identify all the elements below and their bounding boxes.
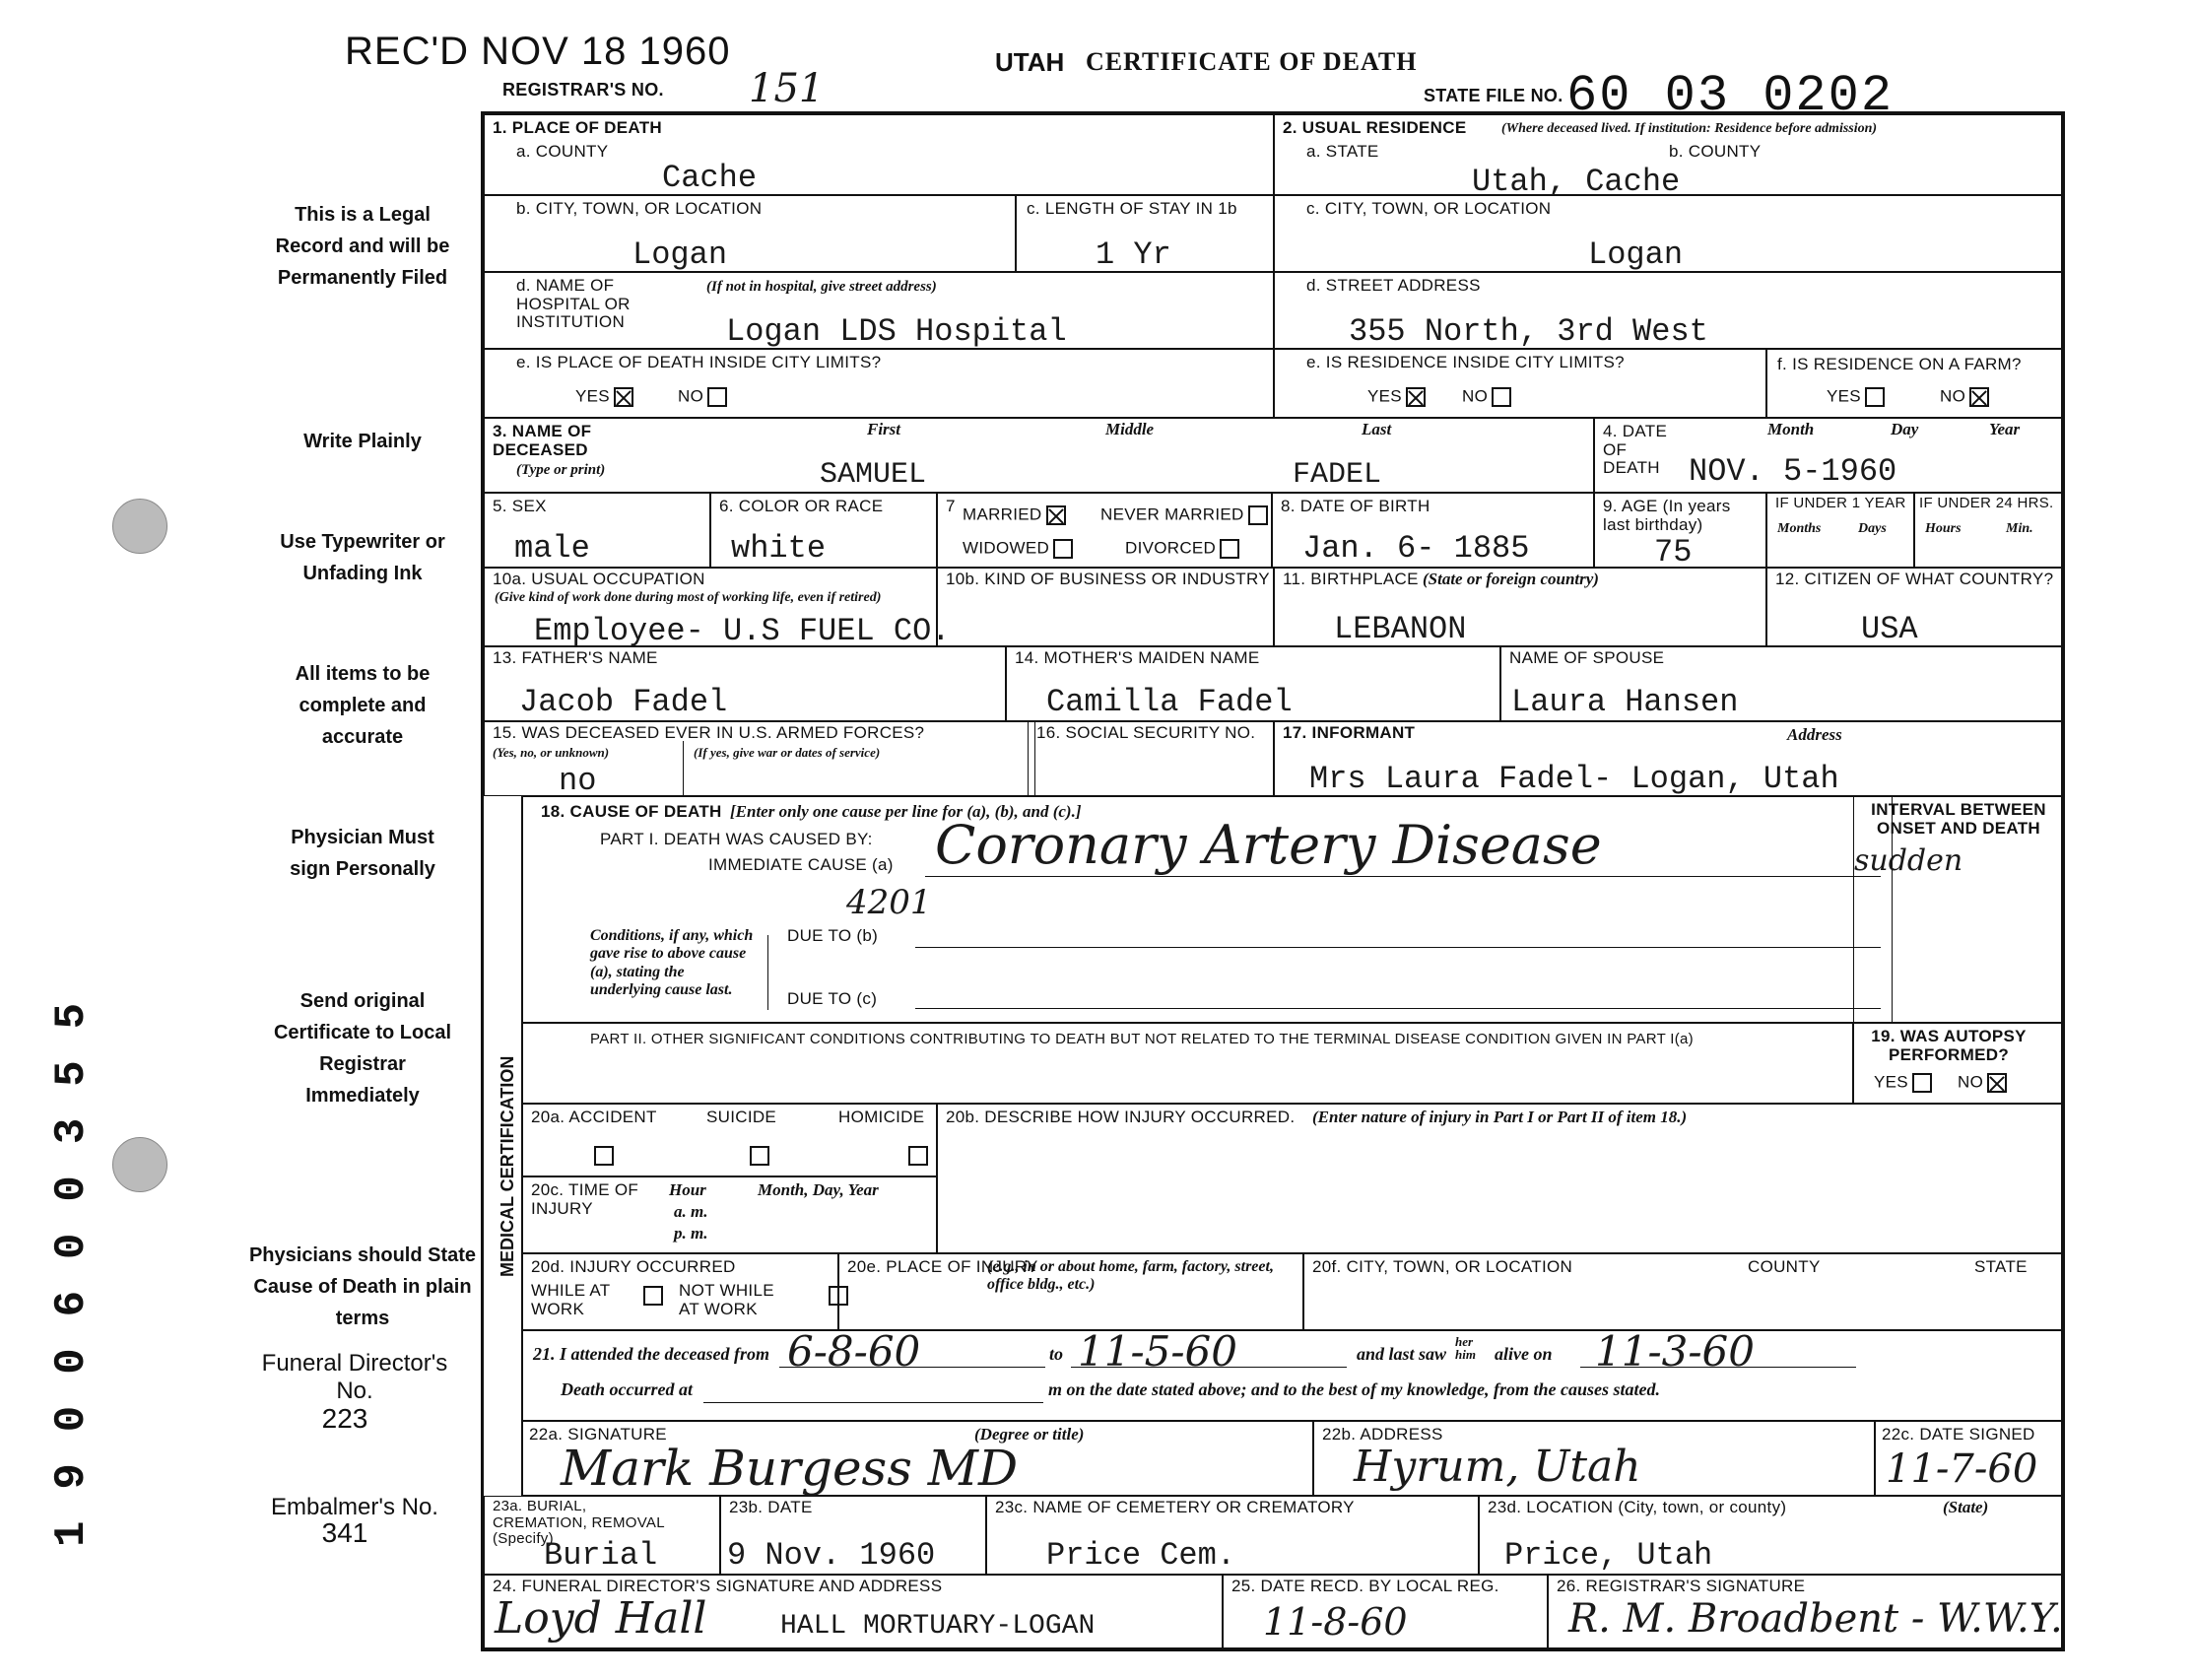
field-date-signed: 22c. DATE SIGNED 11-7-60 bbox=[1875, 1421, 2062, 1496]
field-cause-of-death: 18. CAUSE OF DEATH [Enter only one cause per line for (a), (b), and (c).] PART I. DEATH WAS CAUSED BY: IMMEDIATE CAUSE (a) Coronary Artery Disease 4201 Conditions, if any, which gave rise to above cause (a), stating the underlying cause last. DUE TO (b) DUE TO (c) bbox=[521, 796, 1893, 1023]
field-spouse: NAME OF SPOUSE Laura Hansen bbox=[1500, 646, 2062, 721]
widowed-checkbox[interactable] bbox=[1053, 539, 1073, 559]
embalmer-no: 341 bbox=[321, 1517, 368, 1548]
accident-checkbox[interactable] bbox=[594, 1146, 614, 1166]
immediate-cause-handwriting: Coronary Artery Disease bbox=[935, 814, 1602, 876]
sidebar-state-cause: Physicians should State Cause of Death in plain terms bbox=[248, 1244, 477, 1329]
field-interval: INTERVAL BETWEEN ONSET AND DEATH sudden bbox=[1853, 796, 2062, 1023]
field-citizen: 12. CITIZEN OF WHAT COUNTRY? USA bbox=[1766, 568, 2062, 646]
sidebar-complete: All items to be complete and accurate bbox=[295, 663, 431, 748]
residence-in-city-yes-checkbox[interactable] bbox=[1406, 387, 1426, 407]
homicide-checkbox[interactable] bbox=[908, 1146, 928, 1166]
state-file-no: 60 03 0202 bbox=[1566, 67, 1895, 125]
field-date-of-death: 4. DATE OF DEATH Month Day Year NOV. 5-1960 bbox=[1594, 418, 2062, 493]
registrars-no: 151 bbox=[749, 66, 825, 111]
residence-in-city-no-checkbox[interactable] bbox=[1492, 387, 1511, 407]
field-usual-residence: 2. USUAL RESIDENCE (Where deceased lived. If institution: Residence before admission) a. STATE b. COUNTY Utah, Cache bbox=[1274, 114, 2062, 195]
field-registrar-signature: 26. REGISTRAR'S SIGNATURE R. M. Broadbent - W.W.Y. bbox=[1548, 1575, 2062, 1648]
field-under-24-hrs: IF UNDER 24 HRS. Hours Min. bbox=[1914, 493, 2062, 568]
sidebar-typewriter: Use Typewriter or Unfading Ink bbox=[280, 531, 445, 584]
certificate-form bbox=[481, 111, 2065, 1651]
field-social-security: 16. SOCIAL SECURITY NO. bbox=[1028, 721, 1274, 796]
field-residence-city: c. CITY, TOWN, OR LOCATION Logan bbox=[1274, 195, 2062, 272]
field-physician-signature: 22a. SIGNATURE (Degree or title) Mark Burgess MD bbox=[521, 1421, 1313, 1496]
field-birthplace: 11. BIRTHPLACE (State or foreign country) LEBANON bbox=[1274, 568, 1766, 646]
field-residence-farm: f. IS RESIDENCE ON A FARM? YES NO bbox=[1766, 349, 2062, 418]
field-time-of-injury: 20c. TIME OF INJURY Hour a. m. p. m. Month, Day, Year bbox=[521, 1176, 937, 1253]
embalmer-label: Embalmer's No. bbox=[271, 1494, 438, 1520]
field-part-ii: PART II. OTHER SIGNIFICANT CONDITIONS CONTRIBUTING TO DEATH BUT NOT RELATED TO THE TERMINAL DISEASE CONDITION GIVEN IN PART I(a) bbox=[521, 1023, 1853, 1104]
suicide-checkbox[interactable] bbox=[750, 1146, 769, 1166]
registrars-no-label: REGISTRAR'S NO. bbox=[502, 80, 664, 100]
field-date-of-birth: 8. DATE OF BIRTH Jan. 6- 1885 bbox=[1272, 493, 1594, 568]
funeral-director-no: 223 bbox=[321, 1403, 368, 1434]
field-residence-in-city: e. IS RESIDENCE INSIDE CITY LIMITS? YES NO bbox=[1274, 349, 1766, 418]
field-race: 6. COLOR OR RACE white bbox=[710, 493, 937, 568]
field-funeral-director: 24. FUNERAL DIRECTOR'S SIGNATURE AND ADDRESS Loyd Hall HALL MORTUARY-LOGAN bbox=[484, 1575, 1223, 1648]
autopsy-yes-checkbox[interactable] bbox=[1912, 1073, 1932, 1093]
field-occupation: 10a. USUAL OCCUPATION (Give kind of work done during most of working life, even if retired) Employee- U.S FUEL CO. bbox=[484, 568, 937, 646]
divorced-checkbox[interactable] bbox=[1220, 539, 1239, 559]
field-business: 10b. KIND OF BUSINESS OR INDUSTRY bbox=[937, 568, 1274, 646]
death-in-city-yes-checkbox[interactable] bbox=[614, 387, 633, 407]
punch-hole-bottom bbox=[112, 1137, 167, 1192]
field-injury-city: 20f. CITY, TOWN, OR LOCATION COUNTY STATE bbox=[1303, 1253, 2062, 1330]
field-father: 13. FATHER'S NAME Jacob Fadel bbox=[484, 646, 1006, 721]
farm-no-checkbox[interactable] bbox=[1969, 387, 1989, 407]
certificate-title: CERTIFICATE OF DEATH bbox=[1086, 47, 1418, 76]
title-prefix: UTAH bbox=[995, 47, 1065, 77]
field-cemetery-location: 23d. LOCATION (City, town, or county) (State) Price, Utah bbox=[1479, 1496, 2062, 1575]
field-burial-date: 23b. DATE 9 Nov. 1960 bbox=[720, 1496, 986, 1575]
medical-certification-label: MEDICAL CERTIFICATION bbox=[498, 1055, 517, 1277]
field-mother: 14. MOTHER'S MAIDEN NAME Camilla Fadel bbox=[1006, 646, 1500, 721]
field-under-1-year: IF UNDER 1 YEAR Months Days bbox=[1766, 493, 1914, 568]
field-death-in-city: e. IS PLACE OF DEATH INSIDE CITY LIMITS? YES NO bbox=[484, 349, 1274, 418]
field-injury-occurred: 20d. INJURY OCCURRED WHILE AT WORK NOT WHILE AT WORK bbox=[521, 1253, 838, 1330]
field-marital-status: 7 MARRIED NEVER MARRIED WIDOWED DIVORCED bbox=[937, 493, 1272, 568]
while-at-work-checkbox[interactable] bbox=[643, 1286, 663, 1306]
field-informant: 17. INFORMANT Address Mrs Laura Fadel- Logan, Utah bbox=[1274, 721, 2062, 796]
field-armed-forces: 15. WAS DECEASED EVER IN U.S. ARMED FORCES? (Yes, no, or unknown) (If yes, give war or dates of service) no bbox=[484, 721, 1035, 796]
autopsy-no-checkbox[interactable] bbox=[1987, 1073, 2007, 1093]
field-city: b. CITY, TOWN, OR LOCATION Logan bbox=[484, 195, 1016, 272]
sidebar-physician: Physician Must sign Personally bbox=[290, 827, 435, 880]
field-hospital: d. NAME OF HOSPITAL OR INSTITUTION (If not in hospital, give street address) Logan LDS Hospital bbox=[484, 272, 1274, 349]
field-burial: 23a. BURIAL, CREMATION, REMOVAL (Specify) Burial bbox=[484, 1496, 720, 1575]
field-date-received: 25. DATE RECD. BY LOCAL REG. 11-8-60 bbox=[1223, 1575, 1548, 1648]
field-sex: 5. SEX male bbox=[484, 493, 710, 568]
received-stamp: REC'D NOV 18 1960 bbox=[345, 30, 731, 73]
vertical-file-number: 1900600355 bbox=[47, 971, 97, 1547]
sidebar-send: Send original Certificate to Local Registrar Immediately bbox=[273, 990, 452, 1107]
cause-code: 4201 bbox=[846, 883, 932, 922]
field-autopsy: 19. WAS AUTOPSY PERFORMED? YES NO bbox=[1853, 1023, 2062, 1104]
field-injury-description: 20b. DESCRIBE HOW INJURY OCCURRED. (Enter nature of injury in Part I or Part II of item 18.) bbox=[937, 1104, 2062, 1253]
field-physician-attendance: 21. I attended the deceased from 6-8-60 to 11-5-60 and last saw her him alive on 11-3-60 Death occurred at m on the date stated above; and to the best of my knowledge, from the causes stated. bbox=[521, 1330, 2062, 1421]
field-cemetery: 23c. NAME OF CEMETERY OR CREMATORY Price Cem. bbox=[986, 1496, 1479, 1575]
sidebar-legal: This is a Legal Record and will be Permanently Filed bbox=[275, 204, 450, 289]
field-county: 1. PLACE OF DEATH a. COUNTY Cache bbox=[484, 114, 1274, 195]
field-name-of-deceased: 3. NAME OF DECEASED (Type or print) First Middle Last SAMUEL FADEL bbox=[484, 418, 1594, 493]
field-street-address: d. STREET ADDRESS 355 North, 3rd West bbox=[1274, 272, 2062, 349]
field-accident-type: 20a. ACCIDENT SUICIDE HOMICIDE bbox=[521, 1104, 937, 1176]
field-length-of-stay: c. LENGTH OF STAY IN 1b 1 Yr bbox=[1016, 195, 1274, 272]
never-married-checkbox[interactable] bbox=[1248, 505, 1268, 525]
field-age: 9. AGE (In years last birthday) 75 bbox=[1594, 493, 1766, 568]
death-in-city-no-checkbox[interactable] bbox=[707, 387, 727, 407]
sidebar-write: Write Plainly bbox=[303, 431, 422, 452]
punch-hole-top bbox=[112, 499, 167, 554]
married-checkbox[interactable] bbox=[1046, 505, 1066, 525]
field-physician-address: 22b. ADDRESS Hyrum, Utah bbox=[1313, 1421, 1875, 1496]
field-place-of-injury: 20e. PLACE OF INJURY (e.g., in or about home, farm, factory, street, office bldg., etc.) bbox=[838, 1253, 1303, 1330]
farm-yes-checkbox[interactable] bbox=[1865, 387, 1885, 407]
state-file-label: STATE FILE NO. bbox=[1424, 86, 1563, 105]
funeral-director-label: Funeral Director's No. bbox=[261, 1350, 448, 1404]
